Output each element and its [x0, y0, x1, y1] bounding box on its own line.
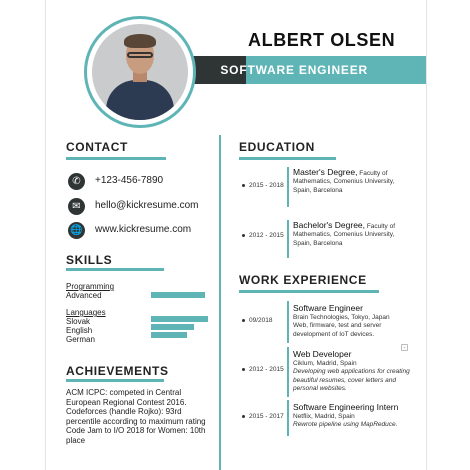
work-role: Web Developer	[293, 349, 352, 359]
skill-label: English	[66, 326, 93, 335]
email-text[interactable]: hello@kickresume.com	[95, 200, 199, 211]
work-title: WORK EXPERIENCE	[239, 273, 367, 287]
skill-level-bar	[151, 332, 187, 338]
education-date: 2015 - 2018	[242, 182, 284, 189]
photo-shirt	[106, 80, 174, 120]
person-name: ALBERT OLSEN	[248, 30, 396, 50]
work-role: Software Engineering Intern	[293, 402, 399, 412]
work-rule	[239, 290, 379, 293]
work-date: 09/2018	[242, 317, 273, 324]
contact-website	[68, 222, 218, 240]
work-company: Ciklum, Madrid, Spain	[293, 360, 357, 367]
work-company: Netflix, Madrid, Spain	[293, 413, 355, 420]
work-entry-bar	[287, 400, 289, 436]
contact-phone	[68, 173, 218, 191]
contact-email	[68, 198, 218, 216]
education-entry	[293, 221, 411, 248]
achievements-list	[66, 388, 214, 446]
skill-level-bar	[151, 324, 194, 330]
work-entry	[293, 349, 411, 394]
work-date: 2012 - 2015	[242, 366, 284, 373]
skill-group-programming: Programming	[66, 282, 115, 291]
work-role: Software Engineer	[293, 303, 363, 313]
work-entry	[293, 402, 411, 430]
work-description: Web, firmware, test and server development of IoT devices.	[293, 322, 382, 338]
website-text[interactable]: www.kickresume.com	[95, 224, 192, 235]
achievement-item: ACM ICPC: competed in Central European Regional Contest 2016.	[66, 388, 187, 407]
achievement-item: Codeforces (handle Rojko): 93rd percentile according to maximum rating	[66, 407, 206, 426]
mail-icon: ✉	[68, 198, 85, 215]
education-entry	[293, 168, 411, 195]
education-rule	[239, 157, 336, 160]
achievements-rule	[66, 379, 164, 382]
work-entry	[293, 303, 411, 339]
globe-icon: 🌐	[68, 222, 85, 239]
work-date: 2015 - 2017	[242, 413, 284, 420]
work-entry-bar	[287, 347, 289, 397]
profile-photo-frame	[84, 16, 196, 128]
skill-level-bar	[151, 316, 208, 322]
skills-title: SKILLS	[66, 253, 113, 267]
skill-label: Slovak	[66, 317, 91, 326]
skill-group-languages: Languages	[66, 308, 106, 317]
education-degree: Bachelor's Degree,	[293, 220, 366, 230]
work-company: Brain Technologies, Tokyo, Japan	[293, 314, 390, 321]
photo-hair	[124, 34, 156, 48]
title-bar-accent	[220, 56, 426, 84]
skill-label: German	[66, 335, 95, 344]
skill-label: Advanced	[66, 291, 102, 300]
job-title: SOFTWARE ENGINEER	[220, 63, 368, 77]
contact-rule	[66, 157, 166, 160]
work-description: Rewrote pipeline using MapReduce.	[293, 421, 398, 429]
contact-title: CONTACT	[66, 140, 128, 154]
education-title: EDUCATION	[239, 140, 315, 154]
work-entry-bar	[287, 301, 289, 343]
education-detail: Faculty of Mathematics, Comenius University, Spain, Barcelona	[293, 223, 396, 247]
education-entry-bar	[287, 220, 289, 258]
education-degree: Master's Degree,	[293, 167, 358, 177]
achievements-title: ACHIEVEMENTS	[66, 364, 169, 378]
skill-level-bar	[151, 292, 205, 298]
skills-rule	[66, 268, 164, 271]
work-description: Developing web applications for creating beautiful resumes, cover letters and personal websites.	[293, 368, 410, 393]
expand-icon[interactable]: +	[401, 344, 408, 351]
column-divider	[219, 135, 221, 470]
phone-text[interactable]: +123-456-7890	[95, 175, 164, 186]
education-entry-bar	[287, 167, 289, 207]
profile-photo	[92, 24, 188, 120]
education-date: 2012 - 2015	[242, 232, 284, 239]
title-bar	[191, 56, 426, 84]
resume-page	[45, 0, 427, 470]
photo-glasses	[127, 52, 153, 58]
achievement-item: Code Jam to I/O 2018 for Women: 10th place	[66, 426, 206, 445]
education-detail: Faculty of Mathematics, Comenius University, Spain, Barcelona	[293, 170, 395, 194]
phone-icon: ✆	[68, 173, 85, 190]
